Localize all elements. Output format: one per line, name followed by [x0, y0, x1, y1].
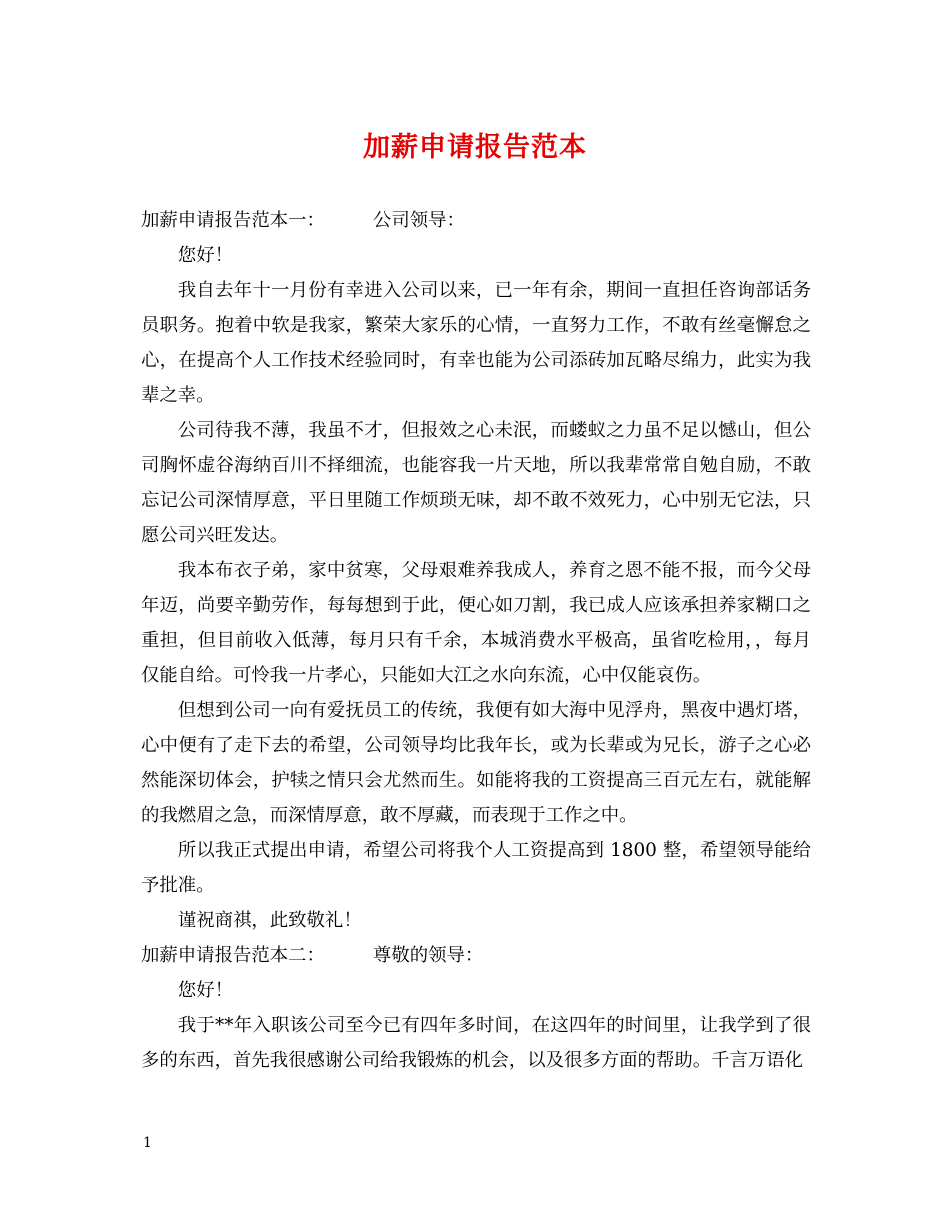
section1-paragraph: 我自去年十一月份有幸进入公司以来，已一年有余，期间一直担任咨询部话务员职务。抱着中软是我家，繁荣大家乐的心情，一直努力工作，不敢有丝毫懈怠之心，在提高个人工作技术经验同时，有幸也能为公司添砖加瓦略尽绵力，此实为我辈之幸。	[141, 280, 811, 406]
section2-heading	[141, 938, 811, 973]
section1-paragraph: 公司待我不薄，我虽不才，但报效之心未泯，而蝼蚁之力虽不足以憾山，但公司胸怀虚谷海纳百川不择细流，也能容我一片天地，所以我辈常常自勉自励，不敢忘记公司深情厚意，平日里随工作烦琐无味，却不敢不效死力，心中别无它法，只愿公司兴旺发达。	[141, 420, 811, 546]
section1-paragraph: 所以我正式提出申请，希望公司将我个人工资提高到 1800 整，希望领导能给予批准。	[141, 840, 811, 896]
section2-greeting: 您好！	[177, 980, 233, 1001]
section1-closing: 谨祝商祺，此致敬礼！	[177, 910, 362, 931]
section2-paragraph: 我于**年入职该公司至今已有四年多时间，在这四年的时间里，让我学到了很多的东西，首先我很感谢公司给我锻炼的机会，以及很多方面的帮助。千言万语化	[141, 1015, 811, 1071]
section2-label: 加薪申请报告范本二：	[141, 945, 325, 966]
section1-addressee: 公司领导：	[372, 210, 465, 231]
section2-addressee: 尊敬的领导：	[372, 945, 484, 966]
section1-heading	[141, 203, 811, 238]
section1-greeting: 您好！	[177, 245, 233, 266]
section1-paragraph: 我本布衣子弟，家中贫寒，父母艰难养我成人，养育之恩不能不报，而今父母年迈，尚要辛勤劳作，每每想到于此，便心如刀割，我已成人应该承担养家糊口之重担，但目前收入低薄，每月只有千余，本城消费水平极高，虽省吃检用，，每月仅能自给。可怜我一片孝心，只能如大江之水向东流，心中仅能哀伤。	[141, 560, 811, 686]
section1-label: 加薪申请报告范本一：	[141, 210, 325, 231]
section1-paragraph: 但想到公司一向有爱抚员工的传统，我便有如大海中见浮舟，黑夜中遇灯塔，心中便有了走下去的希望，公司领导均比我年长，或为长辈或为兄长，游子之心必然能深切体会，护犊之情只会尤然而生。如能将我的工资提高三百元左右，就能解的我燃眉之急，而深情厚意，敢不厚藏，而表现于工作之中。	[141, 700, 811, 826]
page-number: 1	[143, 1135, 152, 1151]
document-title: 加薪申请报告范本	[363, 132, 587, 163]
document-body	[141, 203, 811, 1078]
